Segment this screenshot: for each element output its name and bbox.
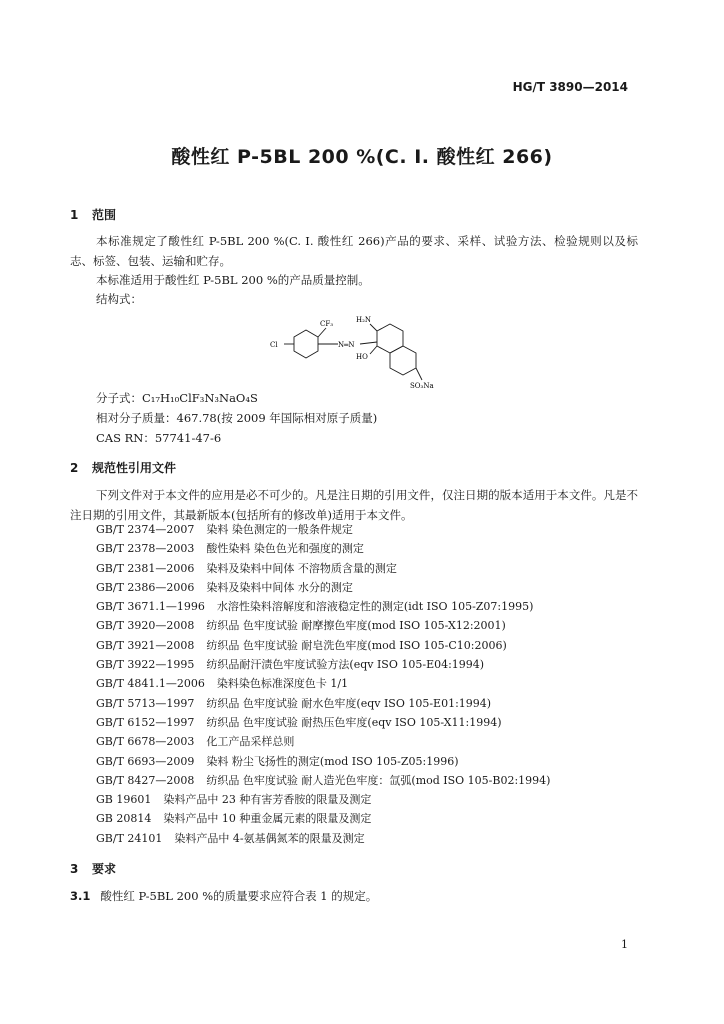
reference-item bbox=[96, 578, 550, 597]
reference-item bbox=[96, 616, 550, 635]
reference-title: 纺织品 色牢度试验 耐水色牢度(eqv ISO 105-E01:1994) bbox=[206, 696, 492, 710]
chlorine-label: Cl bbox=[270, 341, 278, 349]
reference-code: GB/T 8427—2008 bbox=[96, 773, 195, 787]
reference-title: 染料 粉尘飞扬性的测定(mod ISO 105-Z05:1996) bbox=[206, 754, 459, 768]
reference-code: GB/T 2374—2007 bbox=[96, 523, 195, 536]
section-title: 要求 bbox=[92, 862, 117, 876]
references-intro: 下列文件对于本文件的应用是必不可少的。凡是注日期的引用文件，仅注日期的版本适用于本文件。凡是不注日期的引用文件，其最新版本(包括所有的修改单)适用于本文件。 bbox=[70, 488, 638, 522]
reference-item bbox=[96, 829, 550, 848]
molecular-mass: 相对分子质量：467.78(按 2009 年国际相对原子质量) bbox=[96, 411, 378, 425]
reference-title: 纺织品 色牢度试验 耐皂洗色牢度(mod ISO 105-C10:2006) bbox=[206, 638, 507, 652]
sulfonate-label: SO₃Na bbox=[410, 382, 434, 390]
reference-list bbox=[96, 520, 550, 848]
section-1-heading bbox=[70, 206, 116, 223]
clause-text: 酸性红 P-5BL 200 %的质量要求应符合表 1 的规定。 bbox=[100, 889, 378, 903]
reference-item bbox=[96, 539, 550, 558]
reference-item bbox=[96, 559, 550, 578]
reference-item bbox=[96, 752, 550, 771]
structure-label: 结构式： bbox=[96, 292, 142, 306]
reference-title: 化工产品采样总则 bbox=[206, 735, 295, 749]
section-number: 3 bbox=[70, 862, 79, 876]
section-3-heading bbox=[70, 860, 116, 877]
reference-item bbox=[96, 655, 550, 674]
section-title: 范围 bbox=[92, 208, 117, 222]
scope-paragraph-1: 本标准规定了酸性红 P-5BL 200 %(C. I. 酸性红 266)产品的要求、采样、试验方法、检验规则以及标志、标签、包装、运输和贮存。 bbox=[70, 234, 638, 268]
section-number: 1 bbox=[70, 208, 79, 222]
scope-paragraph-2: 本标准适用于酸性红 P-5BL 200 %的产品质量控制。 bbox=[96, 273, 370, 287]
clause-3-1 bbox=[70, 888, 377, 904]
reference-title: 纺织品耐汗渍色牢度试验方法(eqv ISO 105-E04:1994) bbox=[206, 658, 485, 672]
naphthalene-ring-1 bbox=[377, 324, 403, 353]
page-number: 1 bbox=[621, 938, 628, 951]
reference-title: 染料及染料中间体 水分的测定 bbox=[206, 580, 353, 594]
reference-code: GB/T 2386—2006 bbox=[96, 580, 195, 594]
reference-item bbox=[96, 520, 550, 539]
reference-item bbox=[96, 636, 550, 655]
reference-title: 染料产品中 10 种重金属元素的限量及测定 bbox=[163, 812, 372, 826]
standard-code: HG/T 3890—2014 bbox=[512, 80, 628, 94]
reference-code: GB/T 2378—2003 bbox=[96, 542, 195, 556]
hydroxy-label: HO bbox=[356, 353, 368, 361]
reference-title: 纺织品 色牢度试验 耐摩擦色牢度(mod ISO 105-X12:2001) bbox=[206, 619, 506, 633]
section-number: 2 bbox=[70, 461, 79, 475]
reference-item bbox=[96, 790, 550, 809]
reference-code: GB/T 6678—2003 bbox=[96, 735, 195, 749]
naphthalene-ring-2 bbox=[390, 346, 416, 375]
reference-code: GB/T 6693—2009 bbox=[96, 754, 195, 768]
reference-code: GB/T 5713—1997 bbox=[96, 696, 195, 710]
reference-item bbox=[96, 674, 550, 693]
reference-title: 染料及染料中间体 不溶物质含量的测定 bbox=[206, 561, 397, 575]
reference-code: GB/T 4841.1—2006 bbox=[96, 677, 205, 691]
reference-title: 纺织品 色牢度试验 耐人造光色牢度：氙弧(mod ISO 105-B02:1994) bbox=[206, 773, 551, 787]
reference-item bbox=[96, 809, 550, 828]
document-title: 酸性红 P-5BL 200 %(C. I. 酸性红 266) bbox=[171, 146, 553, 168]
reference-code: GB/T 24101 bbox=[96, 831, 163, 845]
phenyl-ring bbox=[294, 330, 318, 358]
reference-title: 染料产品中 4-氨基偶氮苯的限量及测定 bbox=[174, 831, 365, 845]
amino-label: H₂N bbox=[356, 316, 372, 324]
reference-title: 染料 染色测定的一般条件规定 bbox=[206, 523, 353, 536]
structural-formula-diagram bbox=[270, 302, 450, 390]
section-2-heading bbox=[70, 459, 176, 476]
reference-code: GB/T 2381—2006 bbox=[96, 561, 195, 575]
reference-code: GB 20814 bbox=[96, 812, 152, 826]
reference-title: 水溶性染料溶解度和溶液稳定性的测定(idt ISO 105-Z07:1995) bbox=[216, 600, 534, 614]
reference-code: GB/T 6152—1997 bbox=[96, 715, 195, 729]
reference-code: GB/T 3671.1—1996 bbox=[96, 600, 205, 614]
reference-code: GB/T 3922—1995 bbox=[96, 658, 195, 672]
reference-item bbox=[96, 694, 550, 713]
reference-code: GB 19601 bbox=[96, 793, 152, 807]
reference-title: 染料产品中 23 种有害芳香胺的限量及测定 bbox=[163, 793, 372, 807]
reference-code: GB/T 3920—2008 bbox=[96, 619, 195, 633]
reference-item bbox=[96, 732, 550, 751]
reference-item bbox=[96, 771, 550, 790]
reference-title: 纺织品 色牢度试验 耐热压色牢度(eqv ISO 105-X11:1994) bbox=[206, 715, 502, 729]
reference-item bbox=[96, 713, 550, 732]
reference-title: 染料染色标准深度色卡 1/1 bbox=[216, 677, 349, 691]
reference-code: GB/T 3921—2008 bbox=[96, 638, 195, 652]
molecular-formula: 分子式：C₁₇H₁₀ClF₃N₃NaO₄S bbox=[96, 391, 258, 405]
clause-number: 3.1 bbox=[70, 889, 91, 903]
azo-label: N═N bbox=[338, 341, 355, 349]
reference-title: 酸性染料 染色色光和强度的测定 bbox=[206, 542, 364, 556]
reference-item bbox=[96, 597, 550, 616]
cf3-label: CF₃ bbox=[320, 320, 334, 328]
cas-number: CAS RN：57741-47-6 bbox=[96, 431, 222, 445]
section-title: 规范性引用文件 bbox=[92, 461, 177, 475]
